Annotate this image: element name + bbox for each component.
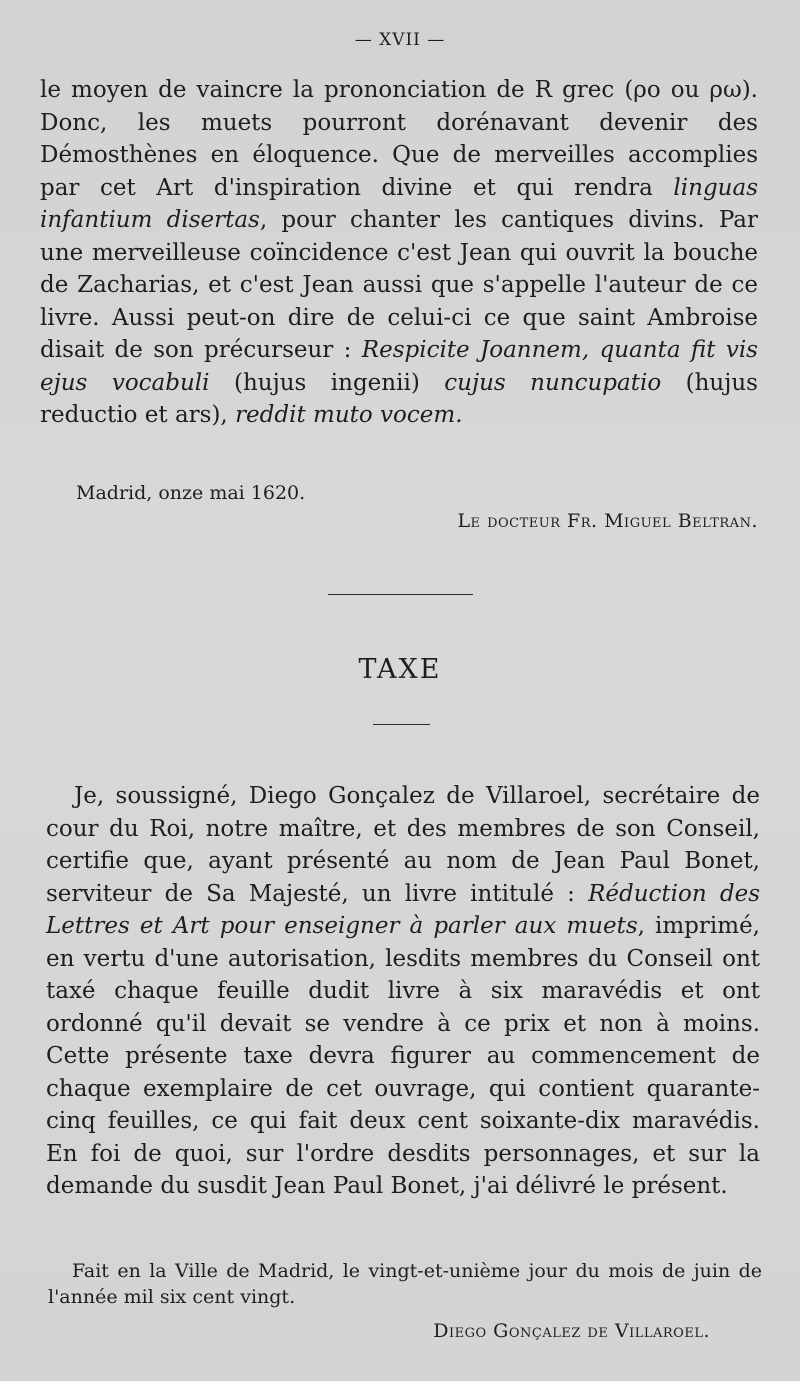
text-run: Je, soussigné, Diego Gonçalez de Villaroel, secrétaire de cour du Roi, notre maître, et des membres de son Conseil, certifie que, ayant présenté au nom de Jean Paul Bonet, serviteur de Sa Majesté, un livre intitulé :	[46, 783, 760, 907]
page-number: — XVII —	[354, 30, 446, 50]
approval-place-date: Madrid, onze mai 1620.	[76, 482, 306, 504]
latin-quote: Respicite Joannem, quanta fit vis ejus vocabuli	[40, 337, 758, 396]
text-run: , pour chanter les cantiques divins. Par une merveilleuse coïncidence c'est Jean qui ouvrit la bouche de Zacharias, et c'est Jean aussi que s'appelle l'auteur de ce livre. Aussi peut-on dire de celui-ci ce que saint Ambroise disait de son précurseur :	[40, 207, 758, 363]
latin-quote: linguas infantium disertas	[40, 174, 758, 233]
text-run: le moyen de vaincre la prononciation de R grec (ρο ou ρω). Donc, les muets pourront dorénavant devenir des Démosthènes en éloquence. Que de merveilles accomplies par cet Art d'inspiration divine et qui rendra	[40, 77, 758, 201]
approval-signature: Le docteur Fr. Miguel Beltran.	[457, 510, 758, 532]
taxe-signature: Diego Gonçalez de Villaroel.	[433, 1320, 710, 1342]
taxe-closing: Fait en la Ville de Madrid, le vingt-et-unième jour du mois de juin de l'année mil six cent vingt.	[48, 1260, 762, 1308]
approval-text	[40, 74, 758, 432]
latin-quote: reddit muto vocem.	[235, 402, 463, 428]
taxe-text	[46, 780, 760, 1203]
title-underline	[373, 724, 430, 725]
text-run: (hujus ingenii)	[209, 369, 445, 396]
section-divider	[328, 594, 473, 595]
section-title: TAXE	[358, 654, 442, 685]
book-title: Réduction des Lettres et Art pour enseigner à parler aux muets	[46, 880, 760, 939]
approval-paragraph	[40, 74, 758, 432]
taxe-paragraph	[46, 780, 760, 1203]
text-run: , imprimé, en vertu d'une autorisation, lesdits membres du Conseil ont taxé chaque feuille dudit livre à six maravédis et ont ordonné qu'il devait se vendre à ce prix et non à moins. Cette présente taxe devra figurer au commencement de chaque exemplaire de cet ouvrage, qui contient quarante-cinq feuilles, ce qui fait deux cent soixante-dix maravédis. En foi de quoi, sur l'ordre desdits personnages, et sur la demande du susdit Jean Paul Bonet, j'ai délivré le présent.	[46, 913, 760, 1199]
text-run: (hujus reductio et ars),	[40, 369, 758, 428]
latin-quote: cujus nuncupatio	[444, 369, 662, 396]
